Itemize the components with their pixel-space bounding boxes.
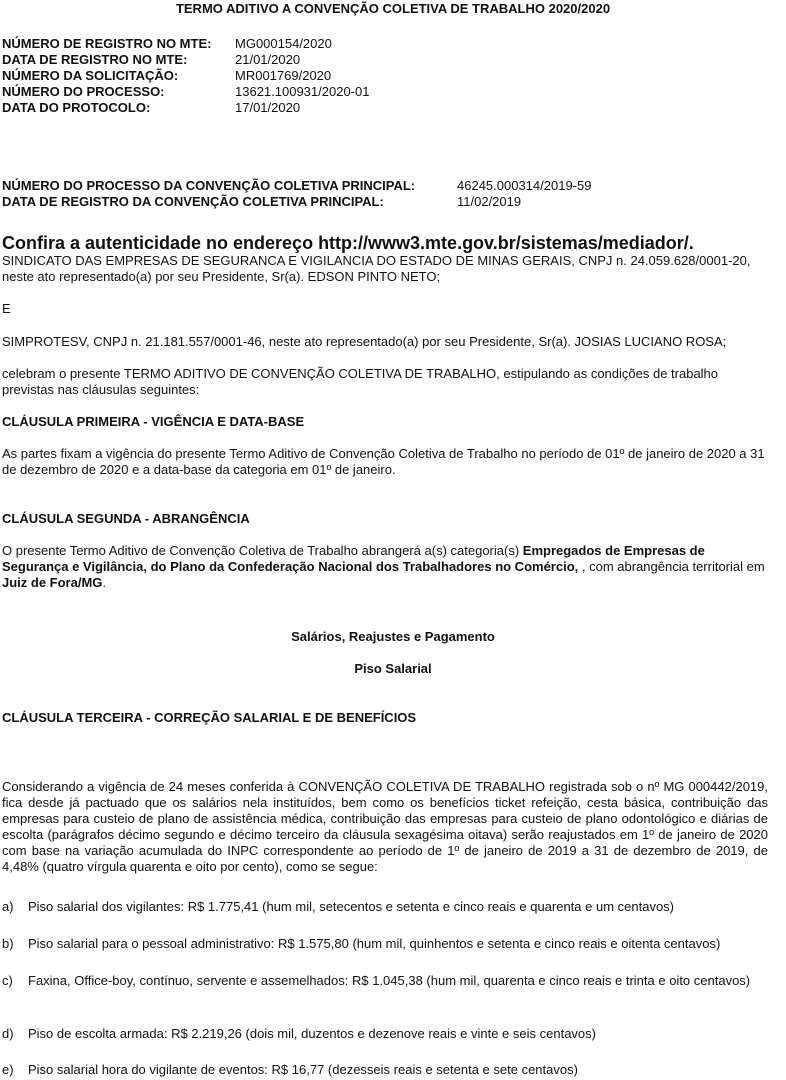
clause-1-text: As partes fixam a vigência do presente Termo Aditivo de Convenção Coletiva de Trabalho no período de 01º de janeiro de 2020 a 31 de dezembro de 2020 e a data-base da categoria em 01º de janeiro. [2, 446, 765, 477]
list-item-letter: c) [2, 973, 13, 988]
and-separator: E [2, 301, 11, 316]
clause-3-text: Considerando a vigência de 24 meses conferida à CONVENÇÃO COLETIVA DE TRABALHO registrada sob o nº MG 000442/2019, fica desde já pactuado que os salários nela instituídos, bem como os benefícios ticket refeição, cesta básica, contribuição das empresas para custeio de plano de assistência médica, contribuição das empresas para custeio de plano odontológico e diárias de escolta (parágrafos décimo segundo e décimo terceiro da cláusula sexagésima oitava) serão reajustados em 1º de janeiro de 2020 com base na variação acumulada do INPC correspondente ao período de 1º de janeiro de 2019 a 31 de dezembro de 2019, de 4,48% (quatro vírgula quarenta e oito por cento), como se segue: [2, 779, 768, 874]
list-item-letter: a) [2, 899, 14, 914]
clause-2-title: CLÁUSULA SEGUNDA - ABRANGÊNCIA [2, 511, 250, 526]
principal-label: NÚMERO DO PROCESSO DA CONVENÇÃO COLETIVA PRINCIPAL: [2, 178, 416, 193]
registry-value: 21/01/2020 [235, 52, 301, 67]
clause-3-title: CLÁUSULA TERCEIRA - CORREÇÃO SALARIAL E DE BENEFÍCIOS [2, 710, 417, 725]
list-item-letter: b) [2, 936, 14, 951]
celebrate-text: celebram o presente TERMO ADITIVO DE CONVENÇÃO COLETIVA DE TRABALHO, estipulando as condições de trabalho previstas nas cláusulas seguintes: [2, 366, 719, 397]
list-item-letter: d) [2, 1026, 14, 1041]
registry-label: NÚMERO DO PROCESSO: [2, 84, 165, 99]
clause-2-text-part: , com abrangência territorial em [578, 559, 765, 574]
authenticity-notice: Confira a autenticidade no endereço http://www3.mte.gov.br/sistemas/mediador/. [2, 233, 694, 253]
principal-value: 11/02/2019 [457, 194, 522, 209]
principal-label: DATA DE REGISTRO DA CONVENÇÃO COLETIVA PRINCIPAL: [2, 194, 384, 209]
list-item-text: Piso de escolta armada: R$ 2.219,26 (dois mil, duzentos e dezenove reais e vinte e seis centavos) [28, 1026, 596, 1041]
list-item [2, 936, 768, 952]
list-item-text: Piso salarial dos vigilantes: R$ 1.775,41 (hum mil, setecentos e setenta e cinco reais e quarenta e um centavos) [28, 899, 675, 914]
clause-2-text-part: . [102, 575, 107, 590]
list-item [2, 1062, 768, 1078]
registry-label: NÚMERO DE REGISTRO NO MTE: [2, 36, 212, 51]
clause-2-category: Empregados de Empresas de Segurança e Vigilância, do Plano da Confederação Nacional dos Trabalhadores no Comércio, [2, 543, 705, 574]
clause-2-territory: Juiz de Fora/MG [2, 575, 103, 590]
section-subheading: Piso Salarial [354, 661, 432, 676]
registry-value: 13621.100931/2020-01 [235, 84, 370, 99]
list-item [2, 973, 768, 989]
list-item [2, 1026, 768, 1042]
list-item-text: Faxina, Office-boy, contínuo, servente e assemelhados: R$ 1.045,38 (hum mil, quarenta e cinco reais e trinta e oito centavos) [28, 973, 751, 988]
registry-value: MG000154/2020 [235, 36, 332, 51]
list-item-text: Piso salarial para o pessoal administrativo: R$ 1.575,80 (hum mil, quinhentos e setenta e cinco reais e oitenta centavos) [28, 936, 721, 951]
registry-value: MR001769/2020 [235, 68, 332, 83]
list-item-text: Piso salarial hora do vigilante de eventos: R$ 16,77 (dezesseis reais e setenta e sete centavos) [28, 1062, 578, 1077]
registry-label: DATA DE REGISTRO NO MTE: [2, 52, 188, 67]
clause-2-text [2, 543, 768, 591]
principal-value: 46245.000314/2019-59 [457, 178, 592, 193]
list-item [2, 899, 768, 915]
registry-value: 17/01/2020 [235, 100, 301, 115]
registry-label: DATA DO PROTOCOLO: [2, 100, 151, 115]
clause-1-title: CLÁUSULA PRIMEIRA - VIGÊNCIA E DATA-BASE [2, 414, 305, 429]
clause-2-text-part: O presente Termo Aditivo de Convenção Coletiva de Trabalho abrangerá a(s) categoria(s) [2, 543, 523, 558]
list-item-letter: e) [2, 1062, 14, 1077]
second-party: SIMPROTESV, CNPJ n. 21.181.557/0001-46, neste ato representado(a) por seu Presidente, Sr(a). JOSIAS LUCIANO ROSA; [2, 334, 727, 349]
section-heading: Salários, Reajustes e Pagamento [291, 629, 495, 644]
registry-label: NÚMERO DA SOLICITAÇÃO: [2, 68, 179, 83]
document-title: TERMO ADITIVO A CONVENÇÃO COLETIVA DE TRABALHO 2020/2020 [175, 1, 611, 16]
first-party: SINDICATO DAS EMPRESAS DE SEGURANCA E VIGILANCIA DO ESTADO DE MINAS GERAIS, CNPJ n. 24.059.628/0001-20, neste ato representado(a) por seu Presidente, Sr(a). EDSON PINTO NETO; [2, 253, 751, 284]
